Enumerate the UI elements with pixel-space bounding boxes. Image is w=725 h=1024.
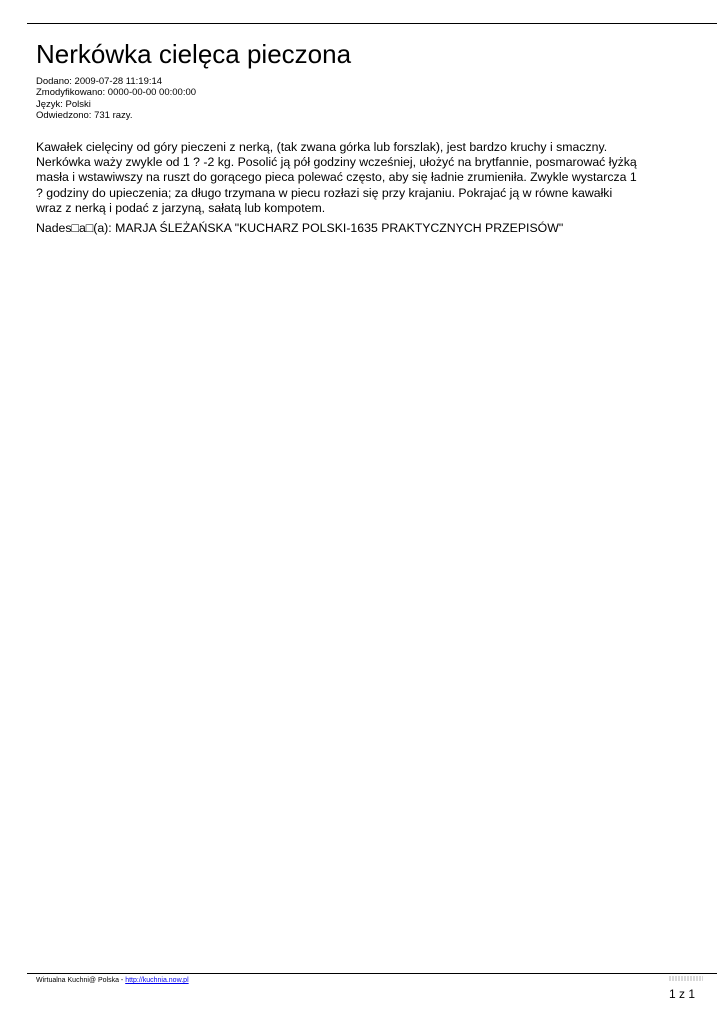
meta-language: Język: Polski <box>36 98 91 110</box>
recipe-body-line: Kawałek cielęciny od góry pieczeni z nerką, (tak zwana górka lub forszlak), jest bardzo kruchy i smaczny. <box>36 140 608 154</box>
recipe-body-line: masła i wstawiwszy na ruszt do gorącego pieca polewać często, aby się ładnie zrumieniła. Zwykle wystarcza 1 <box>36 170 637 185</box>
recipe-body <box>36 140 676 216</box>
page-number: 1 z 1 <box>668 987 695 1001</box>
footer-divider <box>27 973 717 974</box>
submitted-by: Nades□a□(a): MARJA ŚLEŻAŃSKA "KUCHARZ POLSKI-1635 PRAKTYCZNYCH PRZEPISÓW" <box>36 221 564 235</box>
recipe-metadata <box>36 76 196 121</box>
recipe-body-line: wraz z nerką i podać z jarzyną, sałatą lub kompotem. <box>36 200 326 215</box>
meta-added: Dodano: 2009-07-28 11:19:14 <box>36 76 163 87</box>
footer-site <box>36 976 189 985</box>
footer-site-label: Wirtualna Kuchni@ Polska - <box>36 977 126 984</box>
recipe-body-line: Nerkówka waży zwykle od 1 ? -2 kg. Posolić ją pół godziny wcześniej, ułożyć na brytfannie, posmarować łyżką <box>36 155 637 170</box>
meta-views: Odwiedzono: 731 razy. <box>36 109 133 121</box>
meta-modified: Zmodyfikowano: 0000-00-00 00:00:00 <box>36 87 197 99</box>
footer-stamp <box>669 976 703 981</box>
recipe-title: Nerkówka cielęca pieczona <box>36 39 352 69</box>
recipe-body-line: ? godziny do upieczenia; za długo trzymana w piecu rozłazi się przy krajaniu. Pokrajać ją w równe kawałki <box>36 185 613 200</box>
top-divider <box>27 23 717 24</box>
footer-site-link[interactable]: http://kuchnia.now.pl <box>125 977 189 984</box>
